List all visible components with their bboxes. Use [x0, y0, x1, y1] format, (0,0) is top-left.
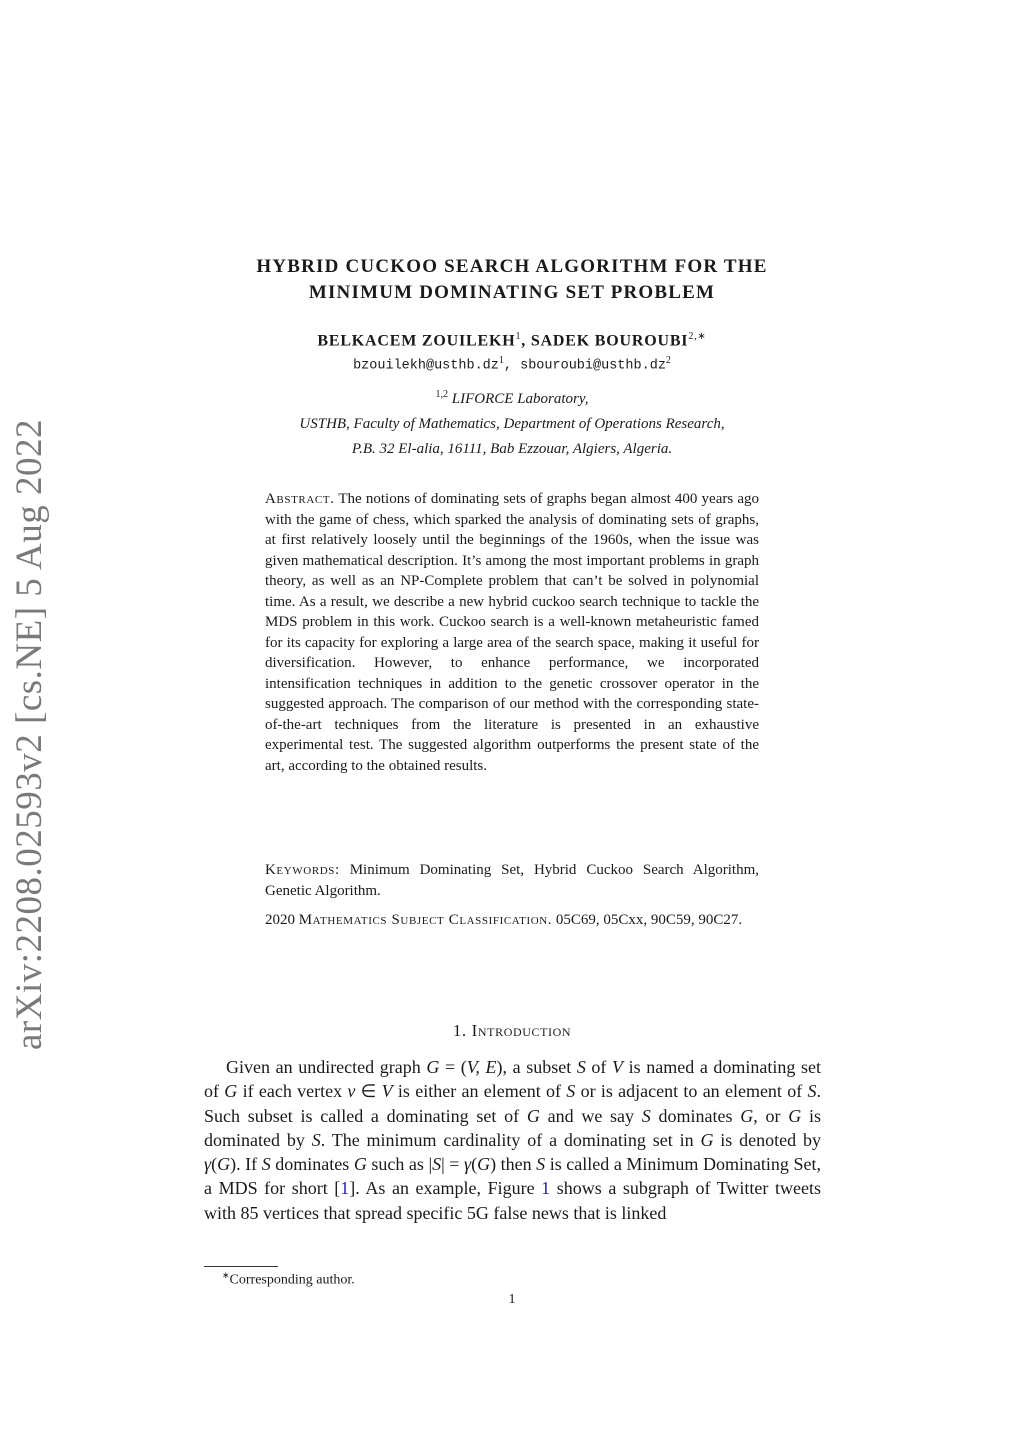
citation-link[interactable]: 1	[340, 1178, 350, 1199]
affiliation-lab	[180, 389, 844, 408]
author-2-name: SADEK BOUROUBI	[530, 332, 689, 350]
footnote-divider	[204, 1266, 278, 1267]
author-emails	[180, 355, 844, 374]
abstract-label: Abstract.	[265, 491, 335, 507]
footnote-text: Corresponding author.	[229, 1272, 355, 1288]
msc-label: Mathematics Subject Classification.	[298, 912, 553, 928]
footnote	[222, 1270, 355, 1289]
keywords-text: Minimum Dominating Set, Hybrid Cuckoo Search Algorithm, Genetic Algorithm.	[265, 862, 759, 899]
author-1-name: BELKACEM ZOUILEKH	[317, 332, 516, 350]
email-1-mark: 1	[498, 355, 504, 366]
section-heading-introduction	[180, 1021, 844, 1041]
email-2[interactable]: sbouroubi@usthb.dz	[520, 358, 666, 374]
keywords	[265, 860, 759, 901]
section-title: Introduction	[471, 1021, 572, 1040]
introduction-paragraph: Given an undirected graph G = (V, E), a subset S of V is named a dominating set of G if each vertex v ∈ V is either an element of S or is adjacent to an element of S. Such subset is called a dominating set of G and we say S dominates G, or G is dominated by S. The minimum cardinality of a dominating set in G is denoted by γ(G). If S dominates G such as |S| = γ(G) then S is called a Minimum Dominating Set, a MDS for short [1]. As an example, Figure 1 shows a subgraph of Twitter tweets with 85 vertices that spread specific 5G false news that is linked	[204, 1057, 822, 1223]
abstract-text: The notions of dominating sets of graphs began almost 400 years ago with the game of chess, which sparked the analysis of dominating sets of graphs, at first relatively loosely until the beginnings of the 1960s, when the issue was given mathematical description. It’s among the most important problems in graph theory, as well as an NP-Complete problem that can’t be solved in polynomial time. As a result, we describe a new hybrid cuckoo search technique to tackle the MDS problem in this work. Cuckoo search is a well-known metaheuristic famed for its capacity for exploring a large area of the search space, making it useful for diversification. However, to enhance performance, we incorporated intensification techniques in addition to the genetic crossover operator in the suggested approach. The comparison of our method with the corresponding state-of-the-art techniques from the literature is presented in an exhaustive experimental test. The suggested algorithm outperforms the present state of the art, according to the obtained results.	[265, 491, 760, 774]
figure-reference-link[interactable]: 1	[541, 1178, 551, 1199]
email-1[interactable]: bzouilekh@usthb.dz	[353, 358, 499, 374]
section-number: 1.	[452, 1021, 467, 1040]
affiliation-address: P.B. 32 El-alia, 16111, Bab Ezzouar, Algiers, Algeria.	[351, 441, 673, 457]
page-number: 1	[508, 1292, 516, 1307]
keywords-label: Keywords:	[265, 862, 340, 878]
footnote-mark: ∗	[222, 1270, 230, 1280]
author-separator: ,	[521, 332, 531, 350]
msc-classification	[265, 910, 759, 931]
affiliation-lab-name: LIFORCE Laboratory,	[448, 391, 589, 407]
title-line-2: MINIMUM DOMINATING SET PROBLEM	[308, 282, 716, 303]
msc-year: 2020	[265, 912, 295, 928]
author-1-affiliation-mark: 1	[515, 331, 522, 342]
title-line-1: HYBRID CUCKOO SEARCH ALGORITHM FOR THE	[256, 256, 768, 277]
affiliation-department: USTHB, Faculty of Mathematics, Department of Operations Research,	[299, 416, 725, 432]
affiliation-mark: 1,2	[435, 389, 449, 400]
paper-title	[180, 254, 844, 306]
email-2-mark: 2	[665, 355, 671, 366]
author-list	[180, 331, 844, 350]
email-separator: ,	[503, 358, 521, 374]
msc-codes: 05C69, 05Cxx, 90C59, 90C27.	[555, 912, 743, 928]
author-2-affiliation-mark: 2,∗	[688, 331, 707, 342]
arxiv-identifier-stamp[interactable]: arXiv:2208.02593v2 [cs.NE] 5 Aug 2022	[9, 419, 50, 1050]
abstract	[265, 489, 759, 776]
